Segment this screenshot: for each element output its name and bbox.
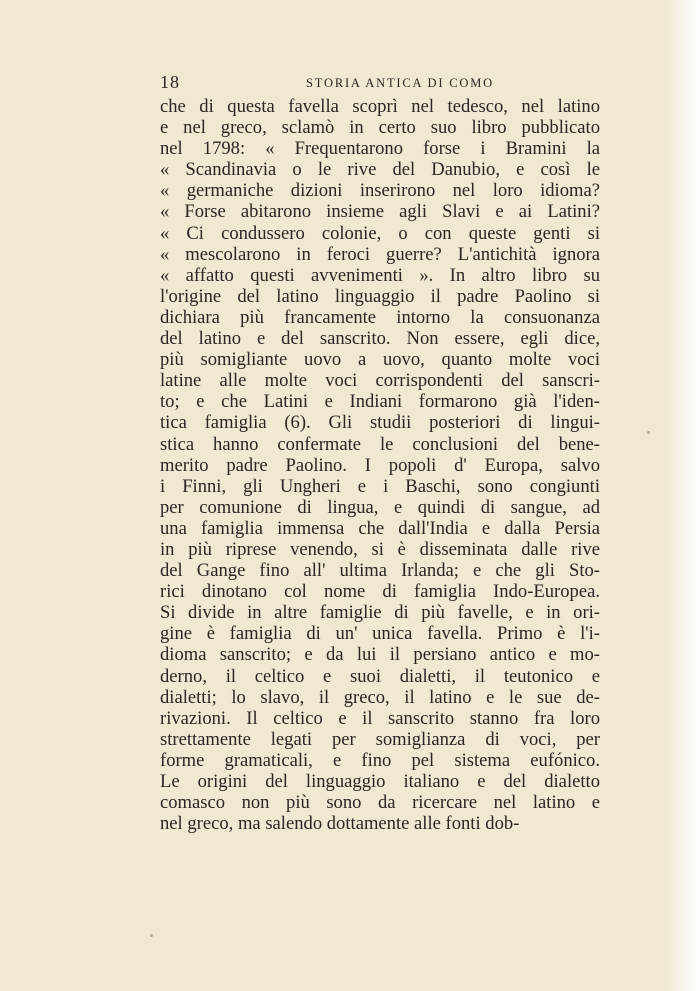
paper-speck [150,934,153,937]
text-line: forme gramaticali, e fino pel sistema eufónico. [160,749,600,771]
text-line: dioma sanscrito; e da lui il persiano antico e mo- [160,644,600,666]
text-line: « Ci condussero colonie, o con queste genti si [160,222,600,244]
text-line: « mescolarono in feroci guerre? L'antichità ignora [160,243,600,265]
text-line: latine alle molte voci corrispondenti del sanscri- [160,370,600,392]
text-line: dialetti; lo slavo, il greco, il latino e le sue de- [160,686,600,708]
body-text [160,96,600,834]
text-line: rivazioni. Il celtico e il sanscrito stanno fra loro [160,707,600,729]
text-line: Si divide in altre famiglie di più favelle, e in ori- [160,602,600,624]
text-line: del latino e del sanscrito. Non essere, egli dice, [160,328,600,350]
text-line: rici dinotano col nome di famiglia Indo-Europea. [160,581,600,603]
text-line: nel greco, ma salendo dottamente alle fonti dob- [160,813,520,835]
text-line: del Gange fino all' ultima Irlanda; e che gli Sto- [160,560,600,582]
text-line: tica famiglia (6). Gli studii posteriori di lingui- [160,412,600,434]
page-header [160,72,600,92]
text-line: to; e che Latini e Indiani formarono già l'iden- [160,391,600,413]
text-line: gine è famiglia di un' unica favella. Primo è l'i- [160,623,600,645]
text-line: nel 1798: « Frequentarono forse i Bramini la [160,138,600,160]
running-title: STORIA ANTICA DI COMO [306,76,494,90]
text-line: che di questa favella scoprì nel tedesco, nel latino [160,96,600,117]
text-line: Le origini del linguaggio italiano e del dialetto [160,771,600,792]
text-line: in più riprese venendo, si è disseminata dalle rive [160,538,600,560]
text-line: « Scandinavia o le rive del Danubio, e così le [160,159,600,181]
text-line: stica hanno confermate le conclusioni del bene- [160,433,600,455]
paper-speck [647,431,650,434]
text-line: dichiara più francamente intorno la consuonanza [160,306,600,328]
text-line: strettamente legati per somiglianza di voci, per [160,728,600,750]
text-line: per comunione di lingua, e quindi di sangue, ad [160,496,600,518]
text-line: più somigliante uovo a uovo, quanto molte voci [160,349,600,371]
text-line: merito padre Paolino. I popoli d' Europa, salvo [160,454,600,476]
text-line: e nel greco, sclamò in certo suo libro pubblicato [160,117,600,139]
text-line: « affatto questi avvenimenti ». In altro libro su [160,264,600,286]
text-line: i Finni, gli Ungheri e i Baschi, sono congiunti [160,475,600,497]
text-line: una famiglia immensa che dall'India e dalla Persia [160,517,600,539]
page-number: 18 [160,72,180,92]
page-edge [664,0,700,991]
text-line: « Forse abitarono insieme agli Slavi e ai Latini? [160,201,600,223]
text-line: derno, il celtico e suoi dialetti, il teutonico e [160,665,600,687]
text-line: « germaniche dizioni inserirono nel loro idioma? [160,180,600,202]
text-line: l'origine del latino linguaggio il padre Paolino si [160,285,600,307]
text-line: comasco non più sono da ricercare nel latino e [160,792,600,814]
